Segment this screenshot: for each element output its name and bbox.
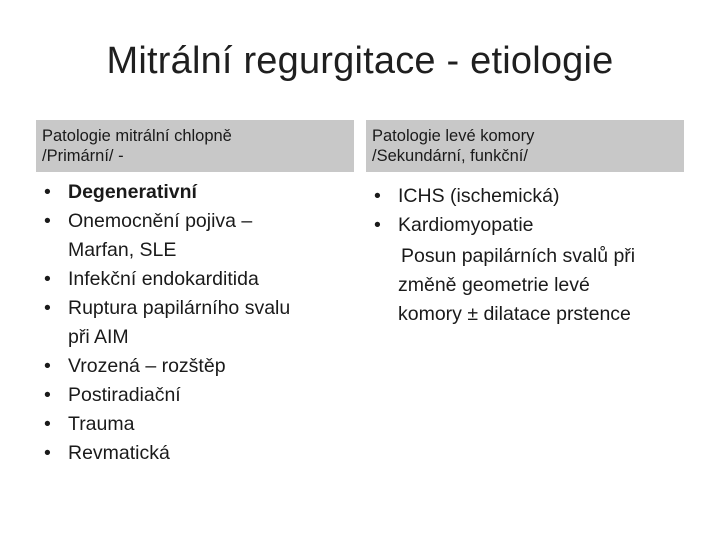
list-item (36, 410, 354, 439)
note-line: komory ± dilatace prstence (398, 303, 631, 325)
primary-header (36, 120, 354, 172)
slide-title: Mitrální regurgitace - etiologie (106, 40, 614, 82)
list-item (36, 265, 354, 294)
primary-causes-list (36, 178, 354, 468)
note-line: změně geometrie levé (398, 274, 590, 296)
list-item-text: Trauma (68, 413, 135, 435)
bullet-icon: • (44, 181, 51, 203)
list-item (36, 439, 354, 468)
bullet-icon: • (44, 268, 51, 290)
primary-header-line1: Patologie mitrální chlopně (42, 127, 232, 145)
list-item-text: při AIM (68, 326, 129, 348)
list-item (36, 207, 354, 265)
bullet-icon: • (44, 442, 51, 464)
list-item (36, 381, 354, 410)
list-item-text: Ruptura papilárního svalu (68, 297, 291, 319)
list-item-text: Postiradiační (68, 384, 181, 406)
primary-column (36, 120, 354, 468)
list-item-text: Onemocnění pojiva – (68, 210, 253, 232)
list-item (366, 211, 684, 240)
secondary-column (366, 120, 684, 329)
list-item (366, 182, 684, 211)
list-item (36, 294, 354, 352)
bullet-icon: • (44, 210, 51, 232)
list-item-text: Degenerativní (68, 181, 197, 203)
list-item-text: Vrozená – rozštěp (68, 355, 226, 377)
list-item-text: Kardiomyopatie (398, 214, 534, 236)
primary-header-line2: /Primární/ - (42, 147, 124, 165)
bullet-icon: • (374, 185, 381, 207)
list-item-text: Revmatická (68, 442, 170, 464)
secondary-header (366, 120, 684, 172)
note-line: Posun papilárních svalů při (401, 245, 636, 267)
secondary-header-line2: /Sekundární, funkční/ (372, 147, 528, 165)
secondary-header-line1: Patologie levé komory (372, 127, 535, 145)
bullet-icon: • (44, 355, 51, 377)
bullet-icon: • (374, 214, 381, 236)
secondary-causes-list (366, 182, 684, 240)
list-item-text: ICHS (ischemická) (398, 185, 560, 207)
bullet-icon: • (44, 413, 51, 435)
list-item (36, 178, 354, 207)
bullet-icon: • (44, 384, 51, 406)
list-item (36, 352, 354, 381)
list-item-text: Infekční endokarditida (68, 268, 259, 290)
secondary-note (366, 242, 684, 329)
list-item-text: Marfan, SLE (68, 239, 177, 261)
bullet-icon: • (44, 297, 51, 319)
